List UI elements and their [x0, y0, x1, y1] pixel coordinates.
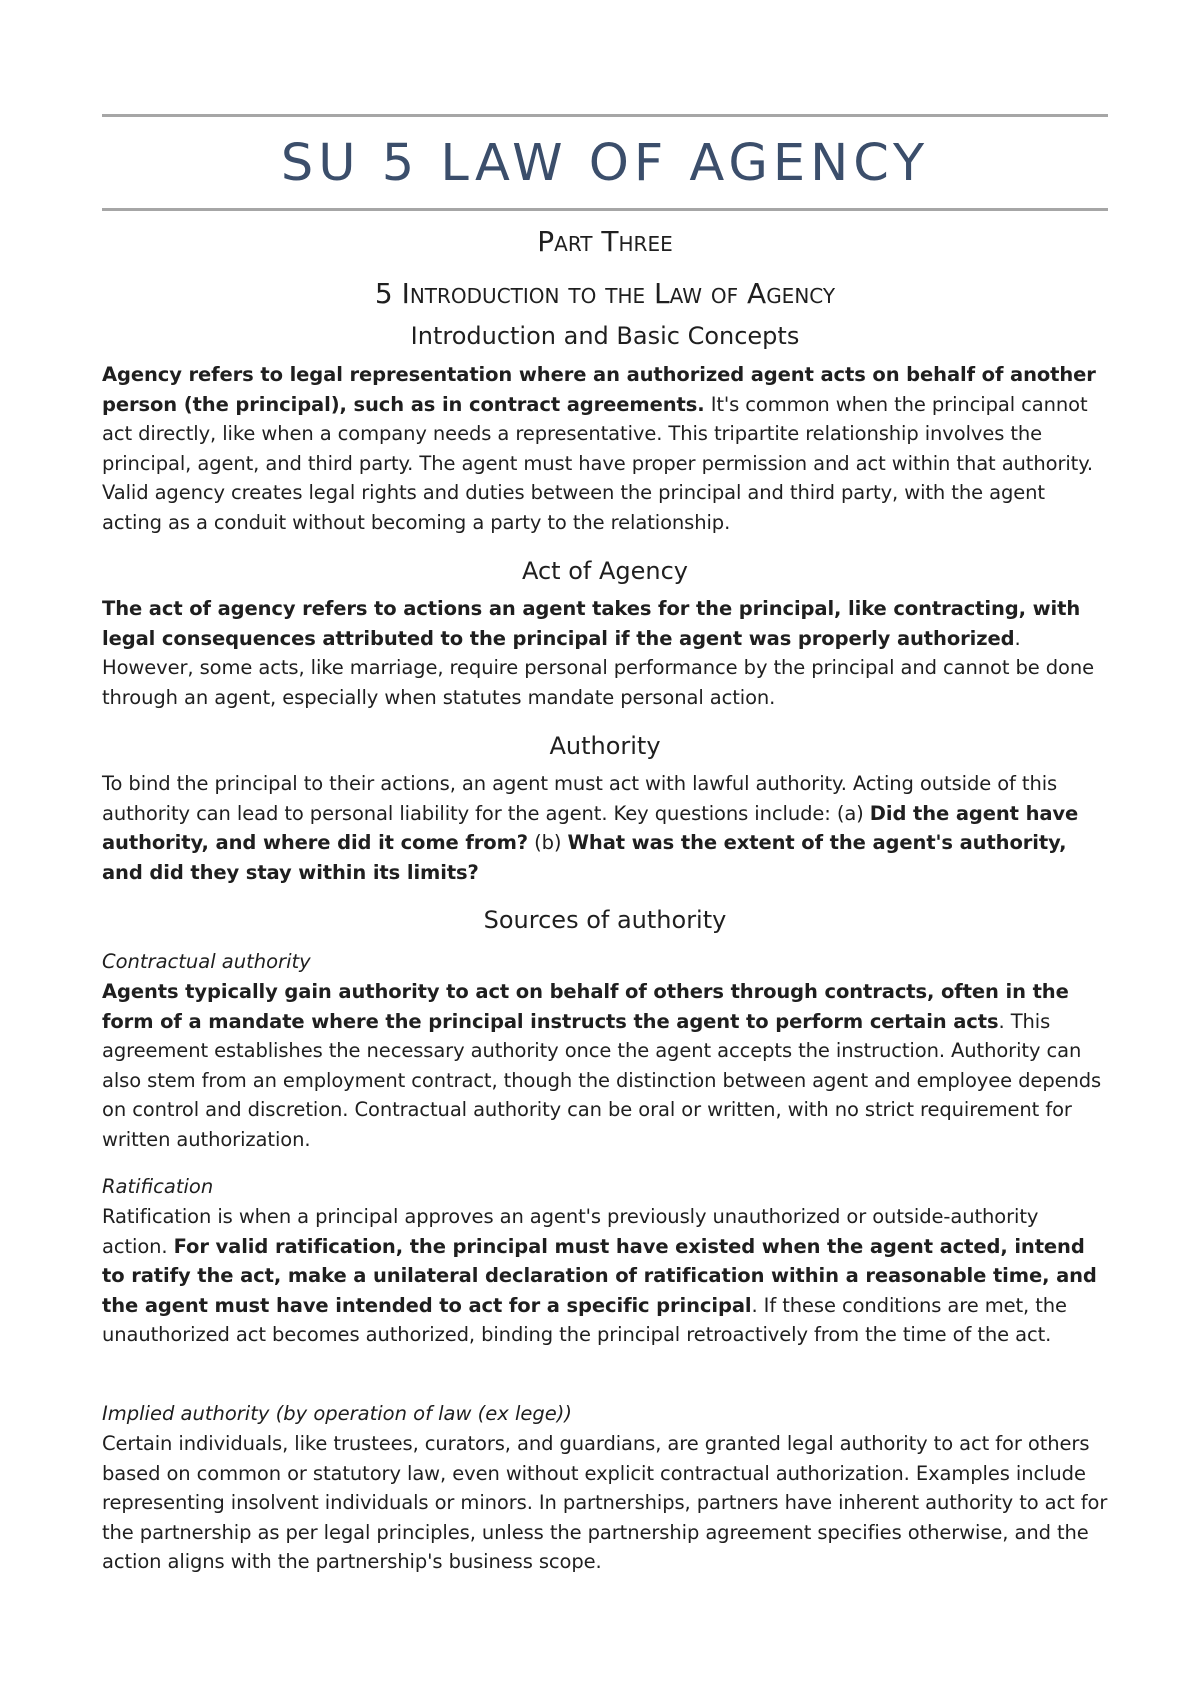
part-heading: Part Three — [537, 225, 673, 258]
sources-heading: Sources of authority — [483, 906, 727, 934]
implied-subheading: Implied authority (by operation of law (ex lege)) — [102, 1402, 572, 1425]
contractual-bold-text: Agents typically gain authority to act on behalf of others through contracts, often in the form of a mandate where the principal instructs the agent to perform certain acts — [102, 980, 1069, 1033]
authority-text-1: To bind the principal to their actions, an agent must act with lawful authority. Acting outside of this authority can lead to personal liability for the agent. Key questions include: (a) — [102, 772, 1058, 825]
ratification-text-2: . If these conditions are met, the unauthorized act becomes authorized, binding the principal retroactively from the time of the act. — [102, 1293, 1067, 1346]
ratification-text-1: Ratification is when a principal approves an agent's previously unauthorized or outside-authority action. — [102, 1205, 1039, 1258]
authority-text-2: (b) — [528, 831, 568, 854]
intro-paragraph — [102, 360, 1108, 537]
ratification-subheading: Ratification — [102, 1175, 214, 1198]
contractual-paragraph — [102, 977, 1108, 1154]
ratification-paragraph — [102, 1202, 1108, 1350]
act-heading: Act of Agency — [521, 557, 689, 585]
authority-question-a: Did the agent have authority, and where did it come from? — [102, 801, 1079, 854]
chapter-heading: 5 Introduction to the Law of Agency — [374, 277, 836, 310]
implied-paragraph: Certain individuals, like trustees, curators, and guardians, are granted legal authority to act for others based on common or statutory law, even without explicit contractual authorization. Examples include representing insolvent individuals or minors. In partnerships, partners have inherent authority to act for the partnership as per legal principles, unless the partnership agreement specifies otherwise, and the action aligns with the partnership's business scope. — [102, 1432, 1108, 1573]
title-top-rule — [102, 114, 1108, 117]
contractual-text: . This agreement establishes the necessary authority once the agent accepts the instruction. Authority can also stem from an employment contract, though the distinction between agent and employee depends on control and discretion. Contractual authority can be oral or written, with no strict requirement for written authorization. — [102, 1009, 1102, 1151]
act-bold-text: The act of agency refers to actions an agent takes for the principal, like contracting, with legal consequences attributed to the principal if the agent was properly authorized — [102, 597, 1081, 650]
intro-heading: Introduction and Basic Concepts — [410, 322, 800, 350]
contractual-subheading: Contractual authority — [102, 950, 311, 973]
act-text: . However, some acts, like marriage, require personal performance by the principal and cannot be done through an agent, especially when statutes mandate personal action. — [102, 626, 1095, 709]
intro-bold-text: Agency refers to legal representation where an authorized agent acts on behalf of another person (the principal), such as in contract agreements. — [102, 363, 1096, 416]
act-paragraph — [102, 594, 1108, 712]
authority-question-b: What was the extent of the agent's authority, and did they stay within its limits? — [102, 831, 1067, 884]
document-title: SU 5 LAW OF AGENCY — [280, 134, 930, 193]
intro-text: It's common when the principal cannot act directly, like when a company needs a representative. This tripartite relationship involves the principal, agent, and third party. The agent must have proper permission and act within that authority. Valid agency creates legal rights and duties between the principal and third party, with the agent acting as a conduit without becoming a party to the relationship. — [102, 392, 1093, 534]
title-bottom-rule — [102, 208, 1108, 211]
authority-heading: Authority — [549, 732, 661, 760]
authority-paragraph — [102, 769, 1108, 887]
ratification-bold-text: For valid ratification, the principal must have existed when the agent acted, intend to ratify the act, make a unilateral declaration of ratification within a reasonable time, and the agent must have intended to act for a specific principal — [102, 1234, 1097, 1317]
